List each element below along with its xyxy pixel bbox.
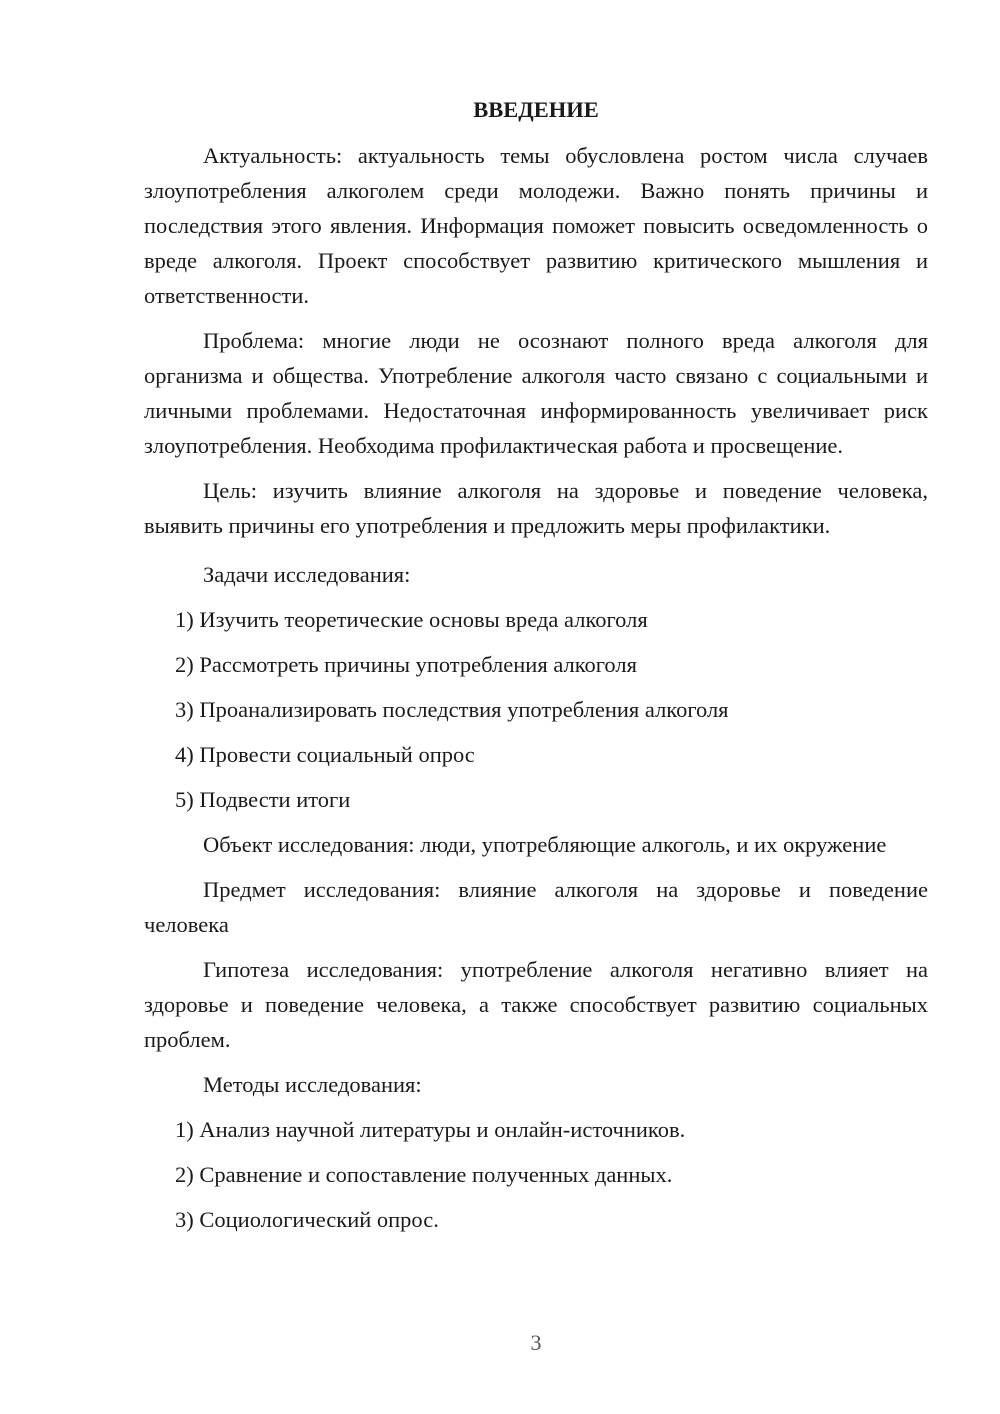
page-number: 3 [530,1330,542,1355]
task-item: 1) Изучить теоретические основы вреда алкоголя [175,607,648,632]
methods-heading: Методы исследования: [203,1072,422,1097]
method-item: 1) Анализ научной литературы и онлайн-источников. [175,1117,686,1142]
problem-paragraph: Проблема: многие люди не осознают полного вреда алкоголя для организма и общества. Употребление алкоголя часто связано с социальными и личными проблемами. Недостаточная информированность увеличивает риск злоупотребления. Необходима профилактическая работа и просвещение. [144,328,928,458]
methods-list [144,1112,928,1237]
task-item: 2) Рассмотреть причины употребления алкоголя [175,652,637,677]
page-content [144,92,928,1247]
task-item: 5) Подвести итоги [175,787,351,812]
relevance-paragraph: Актуальность: актуальность темы обусловлена ростом числа случаев злоупотребления алкоголем среди молодежи. Важно понять причины и последствия этого явления. Информация поможет повысить осведомленность о вреде алкоголя. Проект способствует развитию критического мышления и ответственности. [144,143,928,308]
task-item: 4) Провести социальный опрос [175,742,475,767]
section-title: ВВЕДЕНИЕ [473,97,599,122]
hypothesis-paragraph: Гипотеза исследования: употребление алкоголя негативно влияет на здоровье и поведение человека, а также способствует развитию социальных проблем. [144,957,928,1052]
method-item: 2) Сравнение и сопоставление полученных данных. [175,1162,673,1187]
object-paragraph: Объект исследования: люди, употребляющие алкоголь, и их окружение [203,832,887,857]
tasks-heading: Задачи исследования: [203,562,411,587]
tasks-list [144,602,928,817]
task-item: 3) Проанализировать последствия употребления алкоголя [175,697,729,722]
goal-paragraph: Цель: изучить влияние алкоголя на здоровье и поведение человека, выявить причины его употребления и предложить меры профилактики. [144,478,928,538]
subject-paragraph: Предмет исследования: влияние алкоголя на здоровье и поведение человека [144,877,928,937]
method-item: 3) Социологический опрос. [175,1207,439,1232]
